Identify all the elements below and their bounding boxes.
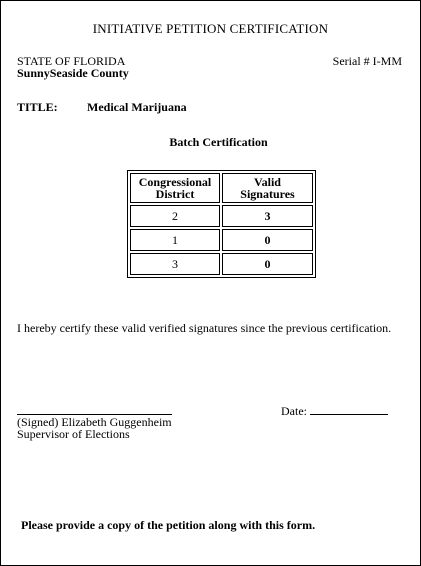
district-cell: 1 [130, 229, 220, 251]
header-congressional-district [130, 173, 220, 203]
batch-table [127, 170, 316, 278]
state-name: STATE OF FLORIDA [17, 54, 126, 68]
valid-signatures-cell: 0 [222, 253, 313, 275]
table-header-row [130, 173, 313, 203]
signer-title: Supervisor of Elections [17, 427, 130, 441]
valid-signatures-cell: 0 [222, 229, 313, 251]
header-valid-line1: Valid [254, 175, 281, 189]
signed-by: (Signed) Elizabeth Guggenheim [17, 415, 172, 429]
footer-notice: Please provide a copy of the petition along with this form. [21, 518, 316, 532]
district-cell: 3 [130, 253, 220, 275]
title-label: TITLE: [17, 100, 58, 114]
header-district-line1: Congressional [138, 175, 212, 189]
district-cell: 2 [130, 205, 220, 227]
date-line [310, 414, 388, 415]
header-valid-line2: Signatures [240, 187, 295, 201]
batch-certification-heading: Batch Certification [169, 135, 268, 149]
serial-number: Serial # I-MM [332, 54, 402, 68]
date-label: Date: [281, 404, 307, 418]
header-valid-signatures [222, 173, 313, 203]
form-heading: INITIATIVE PETITION CERTIFICATION [92, 21, 329, 36]
title-value: Medical Marijuana [87, 100, 187, 114]
table-row [130, 205, 313, 227]
header-district-line2: District [155, 187, 195, 201]
county-name: SunnySeaside County [17, 66, 129, 80]
certification-statement: I hereby certify these valid verified signatures since the previous certification. [17, 321, 392, 335]
table-row [130, 229, 313, 251]
table-row [130, 253, 313, 275]
valid-signatures-cell: 3 [222, 205, 313, 227]
